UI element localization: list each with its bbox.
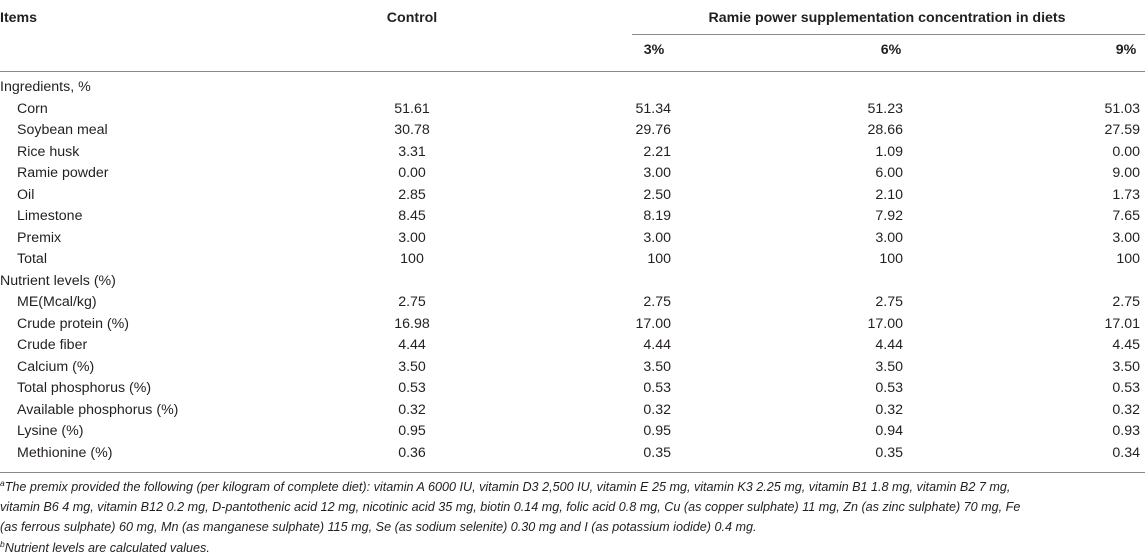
row-label: Limestone — [17, 208, 83, 225]
cell-value: 0.32 — [1112, 401, 1140, 418]
row-label: Calcium (%) — [17, 358, 95, 375]
cell-value: 7.65 — [1112, 208, 1140, 225]
cell-value: 100 — [400, 251, 424, 268]
cell-value: 3.50 — [398, 358, 426, 375]
cell-value: 28.66 — [867, 122, 903, 139]
row-label: Soybean meal — [17, 122, 108, 139]
cell-value: 4.44 — [398, 337, 426, 354]
header-control: Control — [386, 10, 438, 26]
cell-value: 0.35 — [643, 445, 671, 461]
cell-value: 100 — [1116, 251, 1140, 268]
cell-value: 0.93 — [1112, 423, 1140, 440]
cell-value: 0.32 — [875, 401, 903, 418]
cell-value: 3.00 — [398, 229, 426, 246]
row-label: Oil — [17, 186, 35, 203]
cell-value: 16.98 — [394, 315, 430, 332]
row-label: Rice husk — [17, 143, 80, 160]
row-label: Available phosphorus (%) — [17, 401, 179, 418]
cell-value: 3.50 — [875, 358, 903, 375]
cell-value: 17.00 — [867, 315, 903, 332]
footnote-a-line-1: $^a$The premix provided the following (per kilogram of complete diet): vitamin A 6000 IU, vitamin D3 2,500 IU, vitamin E 25 mg, vitamin K3 2.25 mg, vitamin B1 1.8 mg, vitamin B2 7 mg, — [0, 478, 1011, 494]
cell-value: 6.00 — [875, 165, 903, 182]
cell-value: 100 — [879, 251, 903, 268]
cell-value: 0.34 — [1112, 445, 1140, 461]
cell-value: 17.00 — [635, 315, 671, 332]
cell-value: 7.92 — [875, 208, 903, 225]
section-title: Ingredients, % — [0, 79, 91, 95]
cell-value: 0.53 — [643, 380, 671, 397]
cell-value: 0.95 — [398, 423, 426, 440]
row-label: Crude protein (%) — [17, 315, 129, 332]
row-label: Lysine (%) — [17, 423, 84, 440]
cell-value: 8.19 — [643, 208, 671, 225]
table-bottom-rule — [0, 472, 1145, 473]
row-label: Ramie powder — [17, 165, 109, 182]
row-label: Methionine (%) — [17, 445, 113, 461]
cell-value: 100 — [647, 251, 671, 268]
row-label: Crude fiber — [17, 337, 88, 354]
header-items: Items — [0, 10, 38, 26]
cell-value: 0.32 — [643, 401, 671, 418]
row-label: Total — [17, 251, 47, 268]
cell-value: 29.76 — [635, 122, 671, 139]
cell-value: 4.45 — [1112, 337, 1140, 354]
cell-value: 2.85 — [398, 186, 426, 203]
cell-value: 4.44 — [643, 337, 671, 354]
cell-value: 27.59 — [1104, 122, 1140, 139]
cell-value: 1.09 — [875, 143, 903, 160]
header-level-3: 3% — [643, 42, 665, 58]
cell-value: 2.50 — [643, 186, 671, 203]
cell-value: 3.00 — [643, 229, 671, 246]
row-label: Premix — [17, 229, 62, 246]
header-level-6: 6% — [880, 42, 902, 58]
header-group: Ramie power supplementation concentration in diets — [708, 10, 1066, 26]
cell-value: 30.78 — [394, 122, 430, 139]
cell-value: 0.36 — [398, 445, 426, 461]
cell-value: 0.95 — [643, 423, 671, 440]
cell-value: 0.00 — [1112, 143, 1140, 160]
cell-value: 51.23 — [867, 100, 903, 117]
row-label: ME(Mcal/kg) — [17, 294, 97, 311]
cell-value: 2.75 — [875, 294, 903, 311]
footnote-b-marker: b — [0, 539, 5, 549]
cell-value: 3.00 — [1112, 229, 1140, 246]
cell-value: 3.00 — [643, 165, 671, 182]
cell-value: 2.21 — [643, 143, 671, 160]
footnote-a-line-3: (as ferrous sulphate) 60 mg, Mn (as manganese sulphate) 115 mg, Se (as sodium selenite) 0.30 mg and I (as potassium iodide) 0.4 mg. — [0, 520, 757, 534]
footnote-a-marker: a — [0, 478, 5, 488]
cell-value: 0.35 — [875, 445, 903, 461]
cell-value: 3.50 — [1112, 358, 1140, 375]
row-label: Corn — [17, 100, 48, 117]
header-bottom-rule — [0, 71, 1145, 72]
row-label: Total phosphorus (%) — [17, 380, 152, 397]
header-group-rule — [632, 34, 1145, 35]
cell-value: 2.10 — [875, 186, 903, 203]
cell-value: 17.01 — [1104, 315, 1140, 332]
footnote-b: $^b$Nutrient levels are calculated values. — [0, 539, 210, 555]
cell-value: 51.61 — [394, 100, 430, 117]
cell-value: 3.31 — [398, 143, 426, 160]
cell-value: 0.32 — [398, 401, 426, 418]
cell-value: 51.03 — [1104, 100, 1140, 117]
cell-value: 0.53 — [1112, 380, 1140, 397]
cell-value: 3.00 — [875, 229, 903, 246]
cell-value: 2.75 — [398, 294, 426, 311]
cell-value: 4.44 — [875, 337, 903, 354]
cell-value: 9.00 — [1112, 165, 1140, 182]
cell-value: 1.73 — [1112, 186, 1140, 203]
cell-value: 0.00 — [398, 165, 426, 182]
cell-value: 51.34 — [635, 100, 671, 117]
cell-value: 0.94 — [875, 423, 903, 440]
cell-value: 8.45 — [398, 208, 426, 225]
cell-value: 0.53 — [875, 380, 903, 397]
cell-value: 0.53 — [398, 380, 426, 397]
section-title: Nutrient levels (%) — [0, 272, 116, 289]
cell-value: 2.75 — [643, 294, 671, 311]
cell-value: 2.75 — [1112, 294, 1140, 311]
footnote-a-line-2: vitamin B6 4 mg, vitamin B12 0.2 mg, D-pantothenic acid 12 mg, nicotinic acid 35 mg, biotin 0.14 mg, folic acid 0.8 mg, Cu (as copper sulphate) 11 mg, Zn (as zinc sulphate) 70 mg, Fe — [0, 500, 1021, 514]
cell-value: 3.50 — [643, 358, 671, 375]
header-level-9: 9% — [1115, 42, 1137, 58]
